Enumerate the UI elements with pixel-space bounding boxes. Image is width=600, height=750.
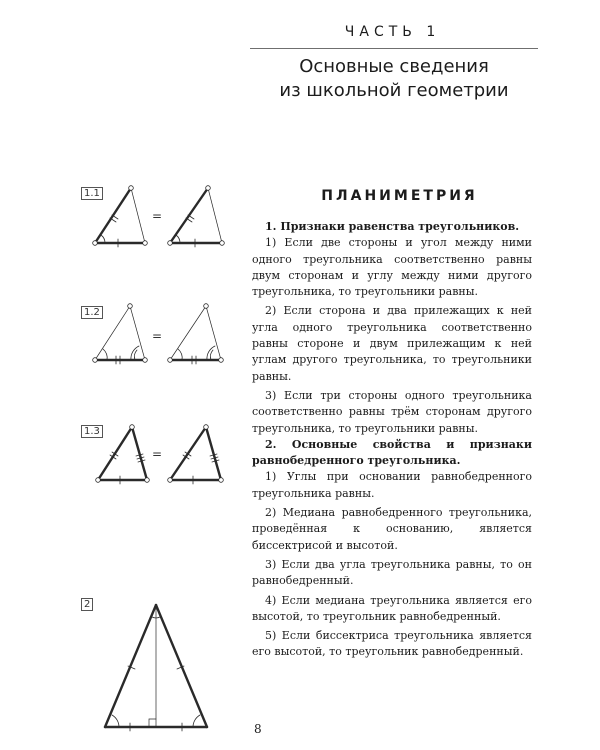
paragraph-1: 1) Если две стороны и угол между ними одного треугольника соответственно равны двум сторонам и углу между ними другого треугольника, то треугольники равны. — [252, 236, 532, 299]
figure-1-1-triangle-right — [170, 188, 222, 247]
paragraph-2: 2) Если сторона и два прилежащих к ней угла одного треугольника соответственно равны стороне и двум прилежащим к ней углам другого треугольника, то треугольники равны. — [252, 304, 532, 383]
section-title: ПЛАНИМЕТРИЯ — [321, 188, 478, 204]
figure-1-1-label: 1.1 — [81, 187, 103, 200]
equals-sign-1-1: = — [152, 209, 163, 223]
body-text — [252, 219, 532, 661]
paragraph-8: 5) Если биссектриса треугольника является его высотой, то треугольник равнобедренный. — [252, 629, 532, 659]
figure-2-label: 2 — [81, 598, 93, 611]
figure-2-isosceles-triangle — [105, 605, 207, 731]
figure-1-3-triangle-right — [170, 427, 221, 484]
chapter-title-line-2: из школьной геометрии — [279, 80, 509, 101]
paragraph-7: 4) Если медиана треугольника является его высотой, то треугольник равнобедренный. — [252, 593, 532, 623]
figure-1-2-triangle-left — [95, 306, 145, 364]
page-number: 8 — [254, 722, 262, 736]
heading-triangle-equality: 1. Признаки равенства треугольников. — [265, 220, 520, 233]
figure-1-1-triangle-left — [95, 188, 145, 247]
figure-1-3-label: 1.3 — [81, 425, 103, 438]
paragraph-5: 2) Медиана равнобедренного треугольника, проведённая к основанию, является биссектрисой и высотой. — [252, 506, 532, 552]
chapter-title-line-1: Основные сведения — [299, 56, 489, 77]
figure-1-3-triangle-left — [98, 427, 147, 484]
part-label: ЧАСТЬ 1 — [344, 24, 441, 40]
paragraph-4: 1) Углы при основании равнобедренного треугольника равны. — [252, 470, 532, 500]
figure-1-2-triangle-right — [170, 306, 221, 364]
paragraph-3: 3) Если три стороны одного треугольника соответственно равны трём сторонам другого треугольника, то треугольники равны. — [252, 388, 532, 435]
equals-sign-1-2: = — [152, 329, 163, 343]
figure-1-2-label: 1.2 — [81, 306, 103, 319]
paragraph-6: 3) Если два угла треугольника равны, то он равнобедренный. — [252, 557, 532, 588]
equals-sign-1-3: = — [152, 447, 163, 461]
heading-isosceles-triangle: 2. Основные свойства и признаки равнобедренного треугольника. — [252, 437, 532, 468]
